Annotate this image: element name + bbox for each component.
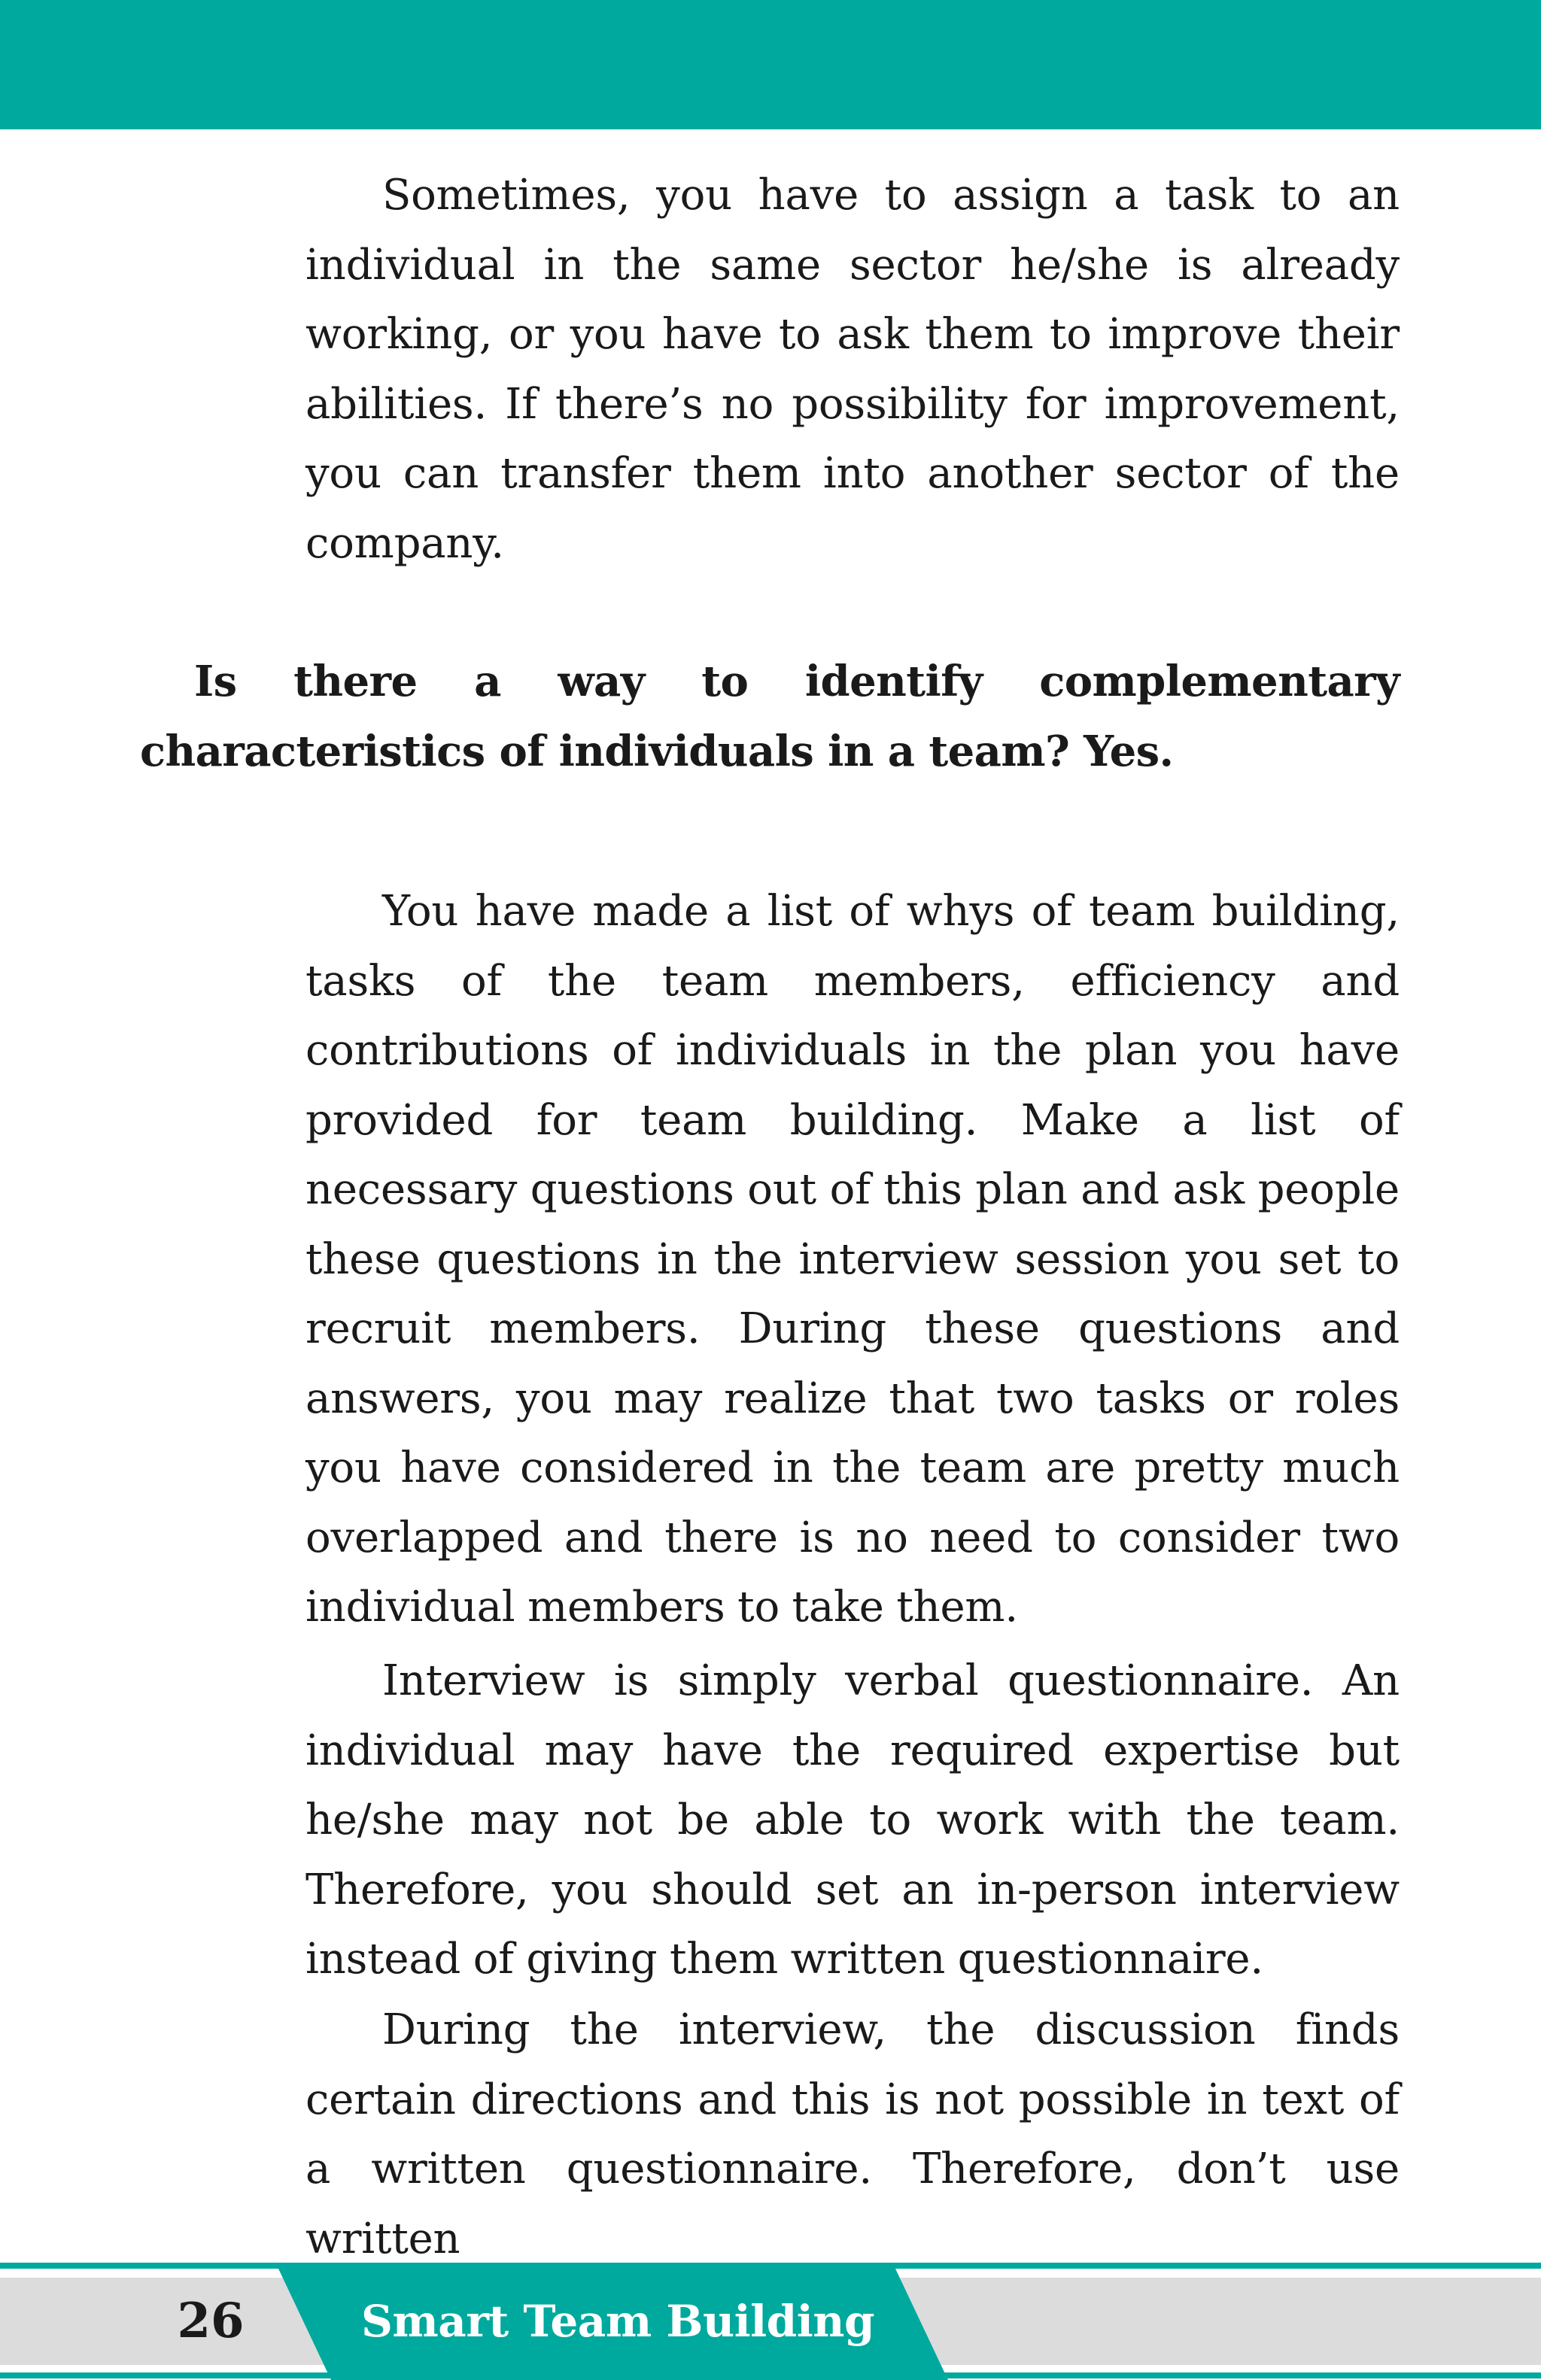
book-title: Smart Team Building [361,2296,874,2347]
section-heading: Is there a way to identify complementary characteristics of individuals in a team? Yes. [140,657,1400,776]
body-paragraph-2: You have made a list of whys of team building, tasks of the team members, efficiency and contributions of individuals in the plan you have provided for team building. Make a list of necessary questions out of this plan and ask people these questions in the interview session you set to recruit members. During these questions and answers, you may realize that two tasks or roles you have considered in the team are pretty much overlapped and there is no need to consider two individual members to take them. [305,887,1400,1632]
body-paragraph-3: Interview is simply verbal questionnaire. An individual may have the required expertise but he/she may not be able to work with the team. Therefore, you should set an in-person interview instead of giving them written questionnaire. [305,1656,1400,1984]
top-header-bar [0,0,1541,129]
body-paragraph-4: During the interview, the discussion finds certain directions and this is not possible in text of a written questionnaire. Therefore, don’t use written [305,2005,1400,2263]
page-number: 26 [177,2293,245,2349]
page-footer [0,2263,1541,2380]
body-paragraph-1: Sometimes, you have to assign a task to an individual in the same sector he/she is already working, or you have to ask them to improve their abilities. If there’s no possibility for improvement, you can transfer them into another sector of the company. [305,171,1400,568]
footer-top-rule [0,2263,1541,2269]
